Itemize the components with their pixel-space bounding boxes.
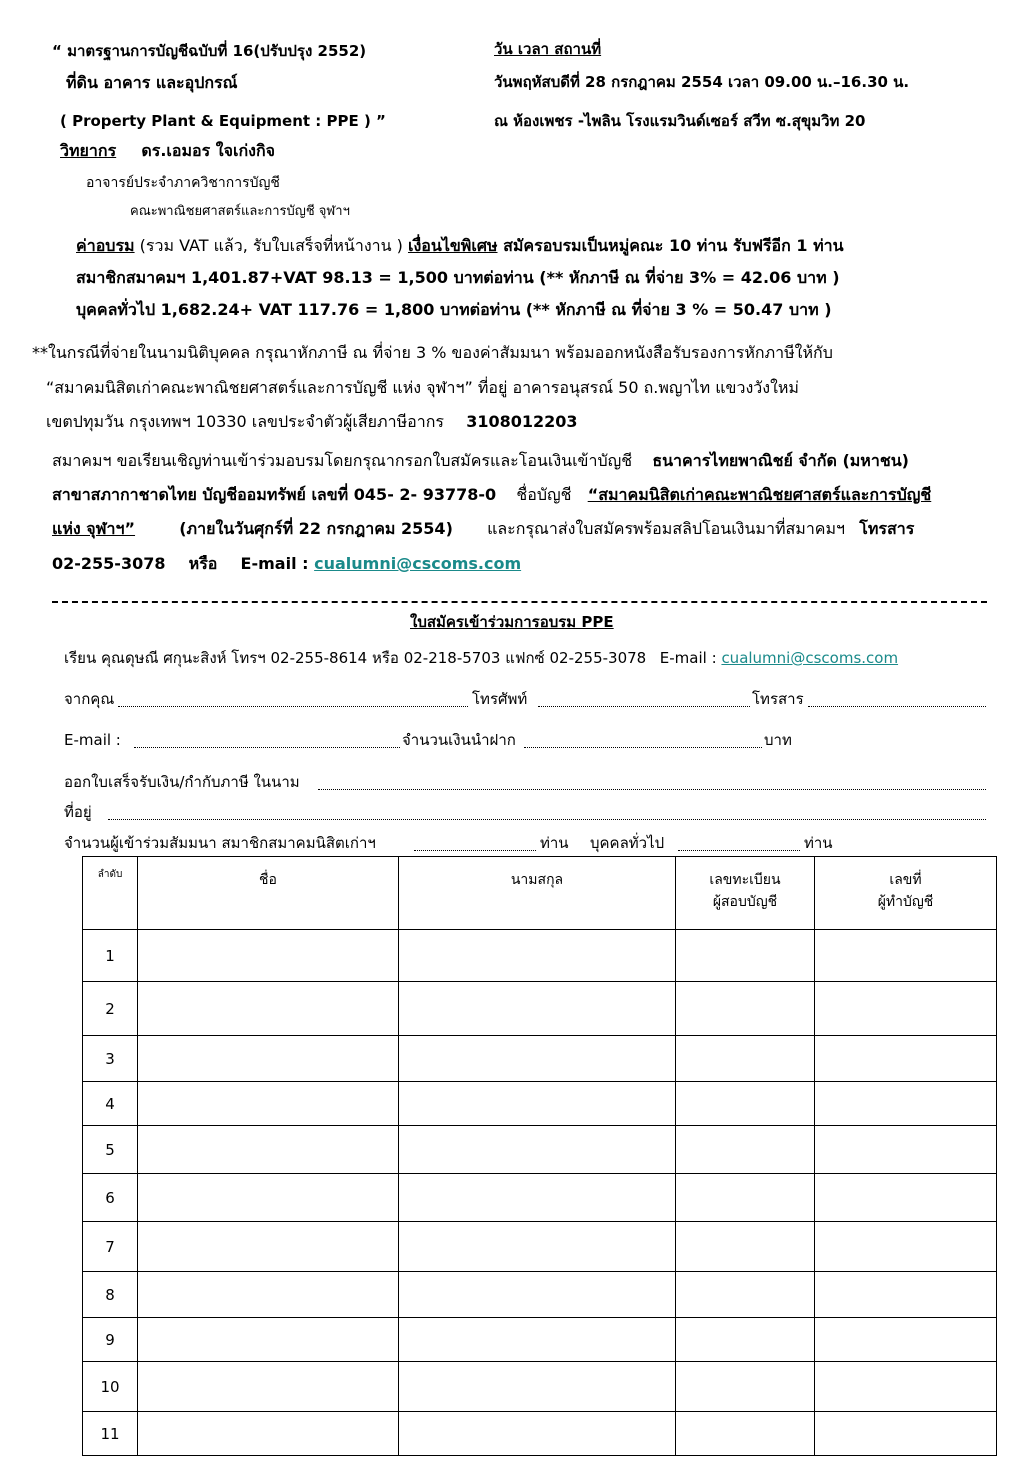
attention-email-link[interactable]: cualumni@cscoms.com <box>721 649 899 667</box>
bank-branch-account: สาขาสภากาชาดไทย บัญชีออมทรัพย์ เลขที่ 045- 2- 93778-0 <box>52 485 497 504</box>
form-title: ใบสมัครเข้าร่วมการอบรม PPE <box>410 613 614 631</box>
speaker-position-2: คณะพาณิชยศาสตร์และการบัญชี จุฬาฯ <box>130 204 350 219</box>
attention-text: เรียน คุณดุษณี ศกุนะสิงห์ โทรฯ 02-255-8614 หรือ 02-218-5703 แฟกซ์ 02-255-3078 <box>64 649 647 667</box>
account-name-1: “สมาคมนิสิตเก่าคณะพาณิชยศาสตร์และการบัญชี <box>587 485 932 504</box>
accountant-no-cell[interactable] <box>815 1082 997 1126</box>
form-email-label: E-mail : <box>64 731 121 749</box>
surname-cell[interactable] <box>399 1318 676 1362</box>
invite-line4 <box>52 556 521 572</box>
member-count-unit: ท่าน <box>540 834 569 852</box>
table-row <box>83 1272 997 1318</box>
row-number: 8 <box>83 1272 138 1318</box>
col-header-name: ชื่อ <box>138 857 399 930</box>
fax-field[interactable] <box>808 706 986 707</box>
row-number: 1 <box>83 930 138 982</box>
amount-field[interactable] <box>524 747 762 748</box>
cpa-no-cell[interactable] <box>676 1318 815 1362</box>
email-link[interactable]: cualumni@cscoms.com <box>314 554 522 573</box>
accountant-header-line1: เลขที่ <box>889 872 922 888</box>
baht-unit: บาท <box>764 731 792 749</box>
tax-id: 3108012203 <box>466 412 578 431</box>
fax-field-label: โทรสาร <box>752 690 804 708</box>
cpa-no-cell[interactable] <box>676 1082 815 1126</box>
cpa-no-cell[interactable] <box>676 1412 815 1456</box>
or-text: หรือ <box>188 554 218 573</box>
address-field[interactable] <box>108 819 986 820</box>
table-row <box>83 930 997 982</box>
receipt-name-field[interactable] <box>318 789 986 790</box>
cpa-header-line2: ผู้สอบบัญชี <box>712 894 778 911</box>
speaker-position-1: อาจารย์ประจำภาควิชาการบัญชี <box>86 175 280 191</box>
col-header-surname: นามสกุล <box>399 857 676 930</box>
surname-cell[interactable] <box>399 1412 676 1456</box>
surname-cell[interactable] <box>399 1222 676 1272</box>
tax-note-line2: “สมาคมนิสิตเก่าคณะพาณิชยศาสตร์และการบัญชี แห่ง จุฬาฯ” ที่อยู่ อาคารอนุสรณ์ 50 ถ.พญาไท แขวงวังใหม่ <box>46 378 799 397</box>
name-cell[interactable] <box>138 1174 399 1222</box>
fee-row <box>76 238 844 254</box>
table-row <box>83 1082 997 1126</box>
accountant-no-cell[interactable] <box>815 1126 997 1174</box>
accountant-no-cell[interactable] <box>815 1318 997 1362</box>
course-title-line3: ( Property Plant & Equipment : PPE ) ” <box>60 112 386 130</box>
invite-line1 <box>52 453 909 469</box>
col-header-accountant-no <box>815 857 997 930</box>
surname-cell[interactable] <box>399 1272 676 1318</box>
cut-line <box>52 601 987 603</box>
accountant-no-cell[interactable] <box>815 1174 997 1222</box>
tax-address-end: เขตปทุมวัน กรุงเทพฯ 10330 เลขประจำตัวผู้เสียภาษีอากร <box>46 412 444 431</box>
from-field[interactable] <box>118 706 468 707</box>
table-row <box>83 1318 997 1362</box>
speaker-label: วิทยากร <box>60 141 117 160</box>
course-title-line2: ที่ดิน อาคาร และอุปกรณ์ <box>66 73 238 92</box>
course-title-line1: “ มาตรฐานการบัญชีฉบับที่ 16(ปรับปรุง 2552) <box>52 42 367 60</box>
from-label: จากคุณ <box>64 690 115 708</box>
phone-label: โทรศัพท์ <box>472 690 528 708</box>
cpa-no-cell[interactable] <box>676 1174 815 1222</box>
member-fee-line: สมาชิกสมาคมฯ 1,401.87+VAT 98.13 = 1,500 บาทต่อท่าน (** หักภาษี ณ ที่จ่าย 3% = 42.06 บาท ) <box>76 268 840 287</box>
account-name-2: แห่ง จุฬาฯ” <box>52 519 136 538</box>
table-header-row <box>83 857 997 930</box>
invite-text: สมาคมฯ ขอเรียนเชิญท่านเข้าร่วมอบรมโดยกรุณากรอกใบสมัครและโอนเงินเข้าบัญชี <box>52 451 633 470</box>
surname-cell[interactable] <box>399 930 676 982</box>
name-cell[interactable] <box>138 1318 399 1362</box>
row-number: 4 <box>83 1082 138 1126</box>
surname-cell[interactable] <box>399 982 676 1036</box>
address-label: ที่อยู่ <box>64 803 92 821</box>
seminar-date: วันพฤหัสบดีที่ 28 กรกฎาคม 2554 เวลา 09.00 น.–16.30 น. <box>494 73 910 91</box>
name-cell[interactable] <box>138 1272 399 1318</box>
surname-cell[interactable] <box>399 1126 676 1174</box>
table-row <box>83 1222 997 1272</box>
accountant-no-cell[interactable] <box>815 1362 997 1412</box>
accountant-no-cell[interactable] <box>815 1412 997 1456</box>
name-cell[interactable] <box>138 1126 399 1174</box>
accountant-no-cell[interactable] <box>815 930 997 982</box>
send-instruction: และกรุณาส่งใบสมัครพร้อมสลิปโอนเงินมาที่สมาคมฯ <box>487 519 846 538</box>
name-cell[interactable] <box>138 930 399 982</box>
accountant-no-cell[interactable] <box>815 1036 997 1082</box>
deadline: (ภายในวันศุกร์ที่ 22 กรกฎาคม 2554) <box>179 519 453 538</box>
surname-cell[interactable] <box>399 1082 676 1126</box>
seminar-venue: ณ ห้องเพชร -ไพลิน โรงแรมวินด์เซอร์ สวีท ซ.สุขุมวิท 20 <box>494 112 866 130</box>
name-cell[interactable] <box>138 1412 399 1456</box>
receipt-name-label: ออกใบเสร็จรับเงิน/กำกับภาษี ในนาม <box>64 773 300 791</box>
fax-label: โทรสาร <box>859 519 915 538</box>
row-number: 2 <box>83 982 138 1036</box>
row-number: 11 <box>83 1412 138 1456</box>
row-number: 7 <box>83 1222 138 1272</box>
member-count-field[interactable] <box>414 850 536 851</box>
when-where-label: วัน เวลา สถานที่ <box>494 40 602 58</box>
fax-number: 02-255-3078 <box>52 554 166 573</box>
cpa-header-line1: เลขทะเบียน <box>709 872 781 888</box>
cpa-no-cell[interactable] <box>676 930 815 982</box>
name-cell[interactable] <box>138 982 399 1036</box>
table-row <box>83 1412 997 1456</box>
account-name-label: ชื่อบัญชี <box>516 485 572 504</box>
general-count-unit: ท่าน <box>804 834 833 852</box>
form-attention <box>64 651 898 666</box>
bank-name: ธนาคารไทยพาณิชย์ จำกัด (มหาชน) <box>652 451 909 470</box>
invite-line3 <box>52 521 914 537</box>
attention-email-label: E-mail : <box>659 649 717 667</box>
cpa-no-cell[interactable] <box>676 1222 815 1272</box>
accountant-header-line2: ผู้ทำบัญชี <box>877 894 934 911</box>
attendee-count-label: จำนวนผู้เข้าร่วมสัมมนา สมาชิกสมาคมนิสิตเก่าฯ <box>64 834 376 852</box>
col-header-no: ลำดับ <box>83 857 138 930</box>
tax-note-line1: **ในกรณีที่จ่ายในนามนิติบุคคล กรุณาหักภาษี ณ ที่จ่าย 3 % ของค่าสัมมนา พร้อมออกหนังสือรับรองการหักภาษีให้กับ <box>32 343 833 362</box>
cpa-no-cell[interactable] <box>676 1126 815 1174</box>
invite-line2 <box>52 487 931 503</box>
name-cell[interactable] <box>138 1082 399 1126</box>
fee-label: ค่าอบรม <box>76 236 135 255</box>
accountant-no-cell[interactable] <box>815 1222 997 1272</box>
surname-cell[interactable] <box>399 1036 676 1082</box>
general-count-label: บุคคลทั่วไป <box>590 834 665 852</box>
name-cell[interactable] <box>138 1036 399 1082</box>
email-label: E-mail : <box>240 554 309 573</box>
special-condition-text: สมัครอบรมเป็นหมู่คณะ 10 ท่าน รับฟรีอีก 1 ท่าน <box>497 236 844 255</box>
speaker-row <box>60 143 275 159</box>
surname-cell[interactable] <box>399 1174 676 1222</box>
row-number: 3 <box>83 1036 138 1082</box>
row-number: 10 <box>83 1362 138 1412</box>
tax-note-line3 <box>46 414 578 430</box>
row-number: 5 <box>83 1126 138 1174</box>
cpa-no-cell[interactable] <box>676 982 815 1036</box>
accountant-no-cell[interactable] <box>815 982 997 1036</box>
cpa-no-cell[interactable] <box>676 1036 815 1082</box>
table-row <box>83 1362 997 1412</box>
general-fee-line: บุคคลทั่วไป 1,682.24+ VAT 117.76 = 1,800 บาทต่อท่าน (** หักภาษี ณ ที่จ่าย 3 % = 50.47 บาท ) <box>76 300 832 319</box>
col-header-cpa-no <box>676 857 815 930</box>
phone-field[interactable] <box>538 706 750 707</box>
cpa-no-cell[interactable] <box>676 1362 815 1412</box>
form-email-field[interactable] <box>134 747 400 748</box>
table-row <box>83 1036 997 1082</box>
row-number: 9 <box>83 1318 138 1362</box>
attendee-table <box>82 856 997 1456</box>
amount-label: จำนวนเงินนำฝาก <box>402 731 516 749</box>
table-row <box>83 982 997 1036</box>
speaker-name: ดร.เอมอร ใจเก่งกิจ <box>141 141 276 160</box>
table-row <box>83 1174 997 1222</box>
special-condition-label: เงื่อนไขพิเศษ <box>407 236 498 255</box>
general-count-field[interactable] <box>678 850 800 851</box>
accountant-no-cell[interactable] <box>815 1272 997 1318</box>
cpa-no-cell[interactable] <box>676 1272 815 1318</box>
name-cell[interactable] <box>138 1362 399 1412</box>
row-number: 6 <box>83 1174 138 1222</box>
fee-note: (รวม VAT แล้ว, รับใบเสร็จที่หน้างาน ) <box>134 236 408 255</box>
table-row <box>83 1126 997 1174</box>
surname-cell[interactable] <box>399 1362 676 1412</box>
name-cell[interactable] <box>138 1222 399 1272</box>
